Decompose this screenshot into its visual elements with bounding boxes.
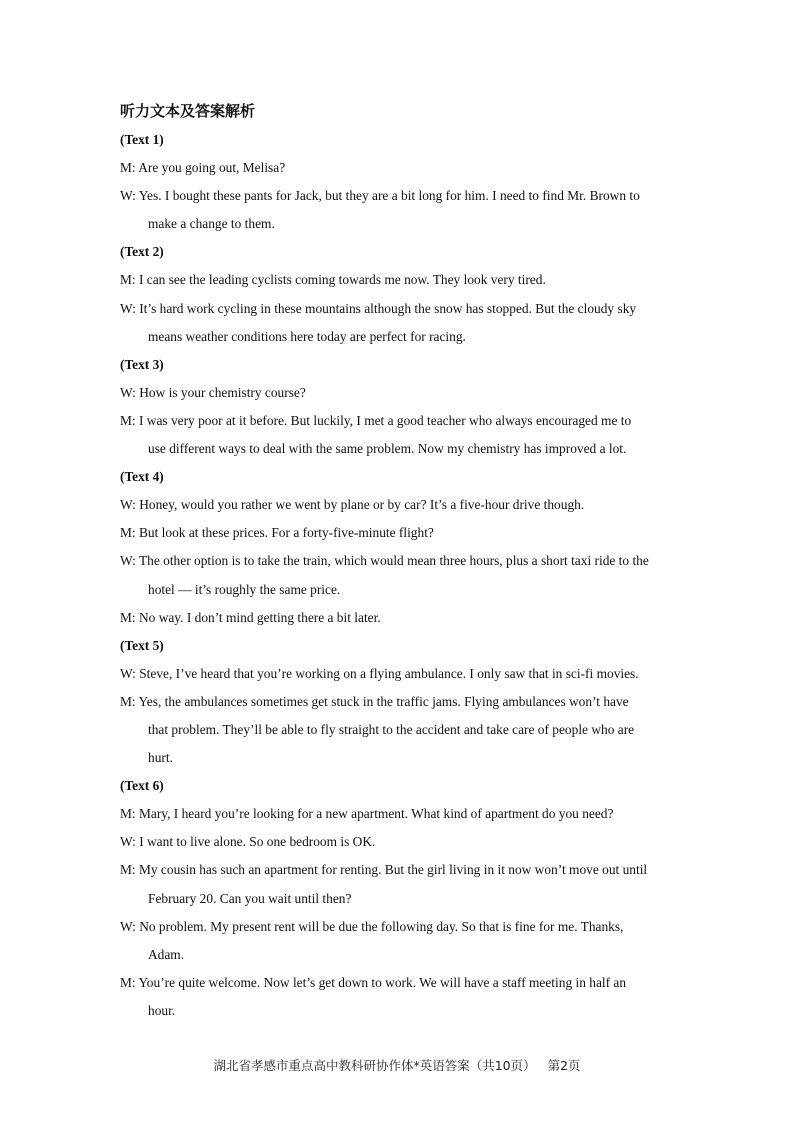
text-section: [120, 463, 677, 632]
dialogue-line: M: My cousin has such an apartment for renting. But the girl living in it now won’t move out until: [120, 862, 648, 878]
dialogue-line-continuation: means weather conditions here today are perfect for racing.: [148, 328, 466, 344]
text-section: [120, 126, 677, 238]
text-label: (Text 4): [120, 469, 164, 485]
dialogue-line: M: But look at these prices. For a forty-five-minute flight?: [120, 525, 434, 541]
transcript-body: [120, 126, 677, 1025]
dialogue-line: W: Yes. I bought these pants for Jack, but they are a bit long for him. I need to find Mr. Brown to: [120, 188, 640, 204]
dialogue-line: M: I can see the leading cyclists coming towards me now. They look very tired.: [120, 272, 546, 288]
dialogue-line: M: I was very poor at it before. But luckily, I met a good teacher who always encouraged me to: [120, 412, 632, 428]
dialogue-line-continuation: Adam.: [148, 946, 185, 962]
dialogue-line-continuation: February 20. Can you wait until then?: [148, 890, 352, 906]
dialogue-line-continuation: make a change to them.: [148, 216, 275, 232]
dialogue-line-continuation: use different ways to deal with the same problem. Now my chemistry has improved a lot.: [148, 441, 627, 457]
dialogue-line: W: It’s hard work cycling in these mountains although the snow has stopped. But the cloudy sky: [120, 300, 637, 316]
dialogue-line: M: Are you going out, Melisa?: [120, 160, 286, 176]
text-label: (Text 1): [120, 132, 164, 147]
dialogue-line: W: I want to live alone. So one bedroom is OK.: [120, 834, 376, 850]
text-section: [120, 351, 677, 463]
dialogue-line: M: Yes, the ambulances sometimes get stuck in the traffic jams. Flying ambulances won’t have: [120, 693, 629, 709]
dialogue-line: W: How is your chemistry course?: [120, 384, 306, 400]
dialogue-line: W: Steve, I’ve heard that you’re working on a flying ambulance. I only saw that in sci-fi movies.: [120, 665, 639, 681]
dialogue-line-continuation: that problem. They’ll be able to fly straight to the accident and take care of people who are: [148, 721, 635, 737]
dialogue-line-continuation: hotel — it’s roughly the same price.: [148, 581, 341, 597]
text-label: (Text 3): [120, 356, 164, 372]
dialogue-line: M: Mary, I heard you’re looking for a new apartment. What kind of apartment do you need?: [120, 806, 614, 822]
dialogue-line: W: Honey, would you rather we went by plane or by car? It’s a five-hour drive though.: [120, 497, 585, 513]
text-label: (Text 6): [120, 778, 164, 794]
text-section: [120, 632, 677, 772]
dialogue-line: M: You’re quite welcome. Now let’s get down to work. We will have a staff meeting in half an: [120, 974, 627, 990]
page-heading: 听力文本及答案解析: [120, 102, 256, 120]
footer-page-number: 第2页: [547, 1058, 581, 1073]
dialogue-line-continuation: hour.: [148, 1002, 176, 1018]
dialogue-line: W: No problem. My present rent will be due the following day. So that is fine for me. Thanks,: [120, 918, 624, 934]
text-section: [120, 238, 677, 350]
footer-title: 湖北省孝感市重点高中教科研协作体*英语答案（共10页）: [213, 1058, 536, 1073]
text-label: (Text 2): [120, 244, 164, 260]
text-section: [120, 772, 677, 1025]
text-label: (Text 5): [120, 637, 164, 653]
page-footer: [0, 1056, 794, 1074]
dialogue-line: M: No way. I don’t mind getting there a bit later.: [120, 609, 381, 625]
dialogue-line: W: The other option is to take the train, which would mean three hours, plus a short taxi ride to the: [120, 553, 649, 569]
dialogue-line-continuation: hurt.: [148, 750, 173, 766]
